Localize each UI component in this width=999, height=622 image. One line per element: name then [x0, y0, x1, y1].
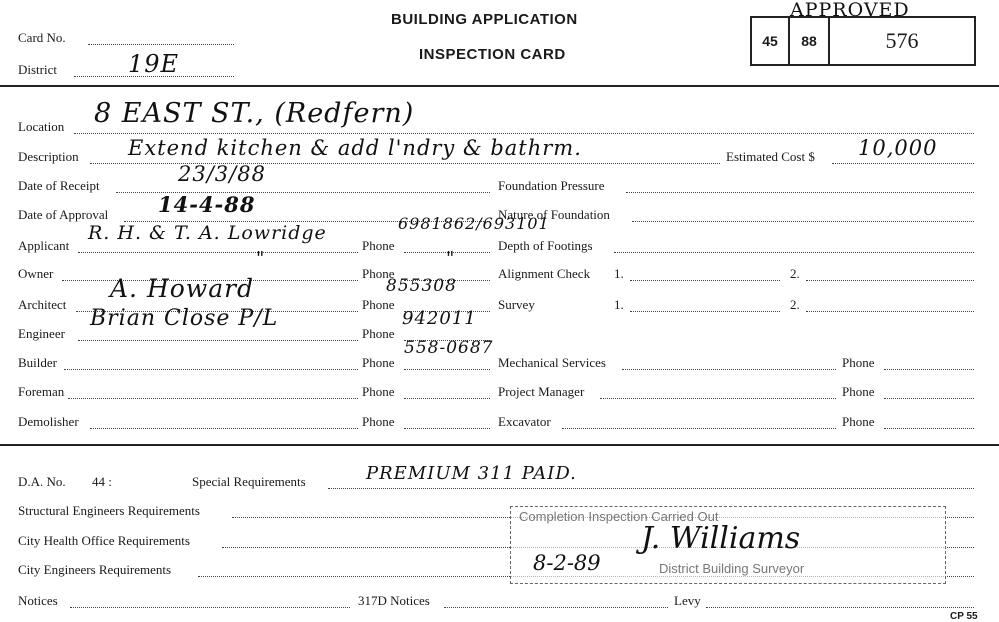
city-health-label: City Health Office Requirements [18, 533, 190, 548]
location-field[interactable] [74, 133, 974, 134]
date-approval-value: 14-4-88 [158, 192, 256, 217]
nature-foundation-field[interactable] [632, 221, 974, 222]
excavator-label: Excavator [498, 414, 551, 429]
date-approval-label: Date of Approval [18, 207, 109, 222]
district-value: 19E [128, 50, 180, 78]
builder-field[interactable] [64, 369, 358, 370]
stamp-bottom-text: District Building Surveyor [659, 561, 805, 576]
engineer-value: Brian Close P/L [90, 306, 279, 331]
project-manager-field[interactable] [600, 398, 836, 399]
date-receipt-value: 23/3/88 [178, 162, 266, 186]
stamp-date: 8-2-89 [533, 551, 601, 575]
architect-label: Architect [18, 297, 67, 312]
survey-1-label: 1. [614, 297, 624, 312]
notices-label: Notices [18, 593, 58, 608]
mechanical-phone-field[interactable] [884, 369, 974, 370]
foundation-pressure-label: Foundation Pressure [498, 178, 605, 193]
district-label: District [18, 62, 57, 77]
excavator-phone-field[interactable] [884, 428, 974, 429]
applicant-label: Applicant [18, 238, 70, 253]
alignment-1-label: 1. [614, 266, 624, 281]
architect-phone-label: Phone [362, 297, 395, 312]
main-divider [0, 444, 999, 446]
owner-phone-label: Phone [362, 266, 395, 281]
project-manager-phone-label: Phone [842, 384, 875, 399]
alignment-2-label: 2. [790, 266, 800, 281]
description-label: Description [18, 149, 79, 164]
alignment-1-field[interactable] [630, 280, 780, 281]
notices-field[interactable] [70, 607, 350, 608]
estimated-cost-field[interactable] [832, 163, 974, 164]
survey-2-field[interactable] [806, 311, 974, 312]
engineer-label: Engineer [18, 326, 65, 341]
structural-engineers-label: Structural Engineers Requirements [18, 503, 200, 518]
foreman-field[interactable] [68, 398, 358, 399]
da-no-value: 44 : [92, 474, 112, 489]
mechanical-services-label: Mechanical Services [498, 355, 606, 370]
mechanical-services-field[interactable] [622, 369, 836, 370]
nature-foundation-label: Nature of Foundation [498, 207, 610, 222]
survey-1-field[interactable] [630, 311, 780, 312]
demolisher-label: Demolisher [18, 414, 79, 429]
owner-ditto: " [256, 248, 266, 269]
architect-phone-value: 855308 [386, 276, 457, 296]
builder-phone-field[interactable] [404, 369, 490, 370]
survey-2-label: 2. [790, 297, 800, 312]
number-box-a: 45 [750, 16, 790, 66]
estimated-cost-label: Estimated Cost $ [726, 149, 815, 164]
applicant-phone-label: Phone [362, 238, 395, 253]
foundation-pressure-field[interactable] [626, 192, 974, 193]
engineer-phone-value: 942011 [402, 308, 477, 329]
number-box-card: 576 [828, 16, 976, 66]
depth-footings-field[interactable] [614, 252, 974, 253]
levy-field[interactable] [706, 607, 974, 608]
approved-stamp: APPROVED [790, 0, 910, 21]
form-code: CP 55 [950, 611, 978, 622]
alignment-check-label: Alignment Check [498, 266, 591, 281]
project-manager-phone-field[interactable] [884, 398, 974, 399]
card-no-field[interactable] [88, 44, 234, 45]
owner-phone-value: " [446, 248, 456, 269]
card-no-label: Card No. [18, 30, 66, 45]
special-requirements-value: PREMIUM 311 PAID. [366, 463, 577, 484]
builder-label: Builder [18, 355, 57, 370]
special-requirements-label: Special Requirements [192, 474, 306, 489]
applicant-phone-value: 6981862/693101 [398, 214, 550, 233]
title-line-1: BUILDING APPLICATION [391, 11, 578, 28]
engineer-field[interactable] [78, 340, 358, 341]
architect-value: A. Howard [110, 274, 255, 303]
builder-phone-value: 558-0687 [404, 338, 494, 358]
description-value: Extend kitchen & add l'ndry & bathrm. [128, 136, 582, 160]
header-divider [0, 85, 999, 87]
notices-317d-field[interactable] [444, 607, 668, 608]
city-engineers-label: City Engineers Requirements [18, 562, 172, 577]
applicant-field[interactable] [78, 252, 358, 253]
depth-footings-label: Depth of Footings [498, 238, 593, 253]
demolisher-field[interactable] [90, 428, 358, 429]
builder-phone-label: Phone [362, 355, 395, 370]
levy-label: Levy [674, 593, 701, 608]
date-receipt-label: Date of Receipt [18, 178, 100, 193]
demolisher-phone-label: Phone [362, 414, 395, 429]
survey-label: Survey [498, 297, 535, 312]
engineer-phone-label: Phone [362, 326, 395, 341]
foreman-phone-label: Phone [362, 384, 395, 399]
alignment-2-field[interactable] [806, 280, 974, 281]
special-requirements-field[interactable] [328, 488, 974, 489]
foreman-phone-field[interactable] [404, 398, 490, 399]
da-no-label: D.A. No. [18, 474, 66, 489]
stamp-signature: J. Williams [641, 521, 801, 556]
completion-stamp [510, 506, 946, 584]
estimated-cost-value: 10,000 [858, 136, 938, 160]
foreman-label: Foreman [18, 384, 65, 399]
demolisher-phone-field[interactable] [404, 428, 490, 429]
location-value: 8 EAST ST., (Redfern) [94, 98, 415, 129]
title-line-2: INSPECTION CARD [419, 46, 566, 63]
excavator-field[interactable] [562, 428, 836, 429]
applicant-value: R. H. & T. A. Lowridge [88, 222, 327, 244]
excavator-phone-label: Phone [842, 414, 875, 429]
number-box-b: 88 [788, 16, 830, 66]
mechanical-phone-label: Phone [842, 355, 875, 370]
owner-label: Owner [18, 266, 54, 281]
project-manager-label: Project Manager [498, 384, 585, 399]
stamp-top-text: Completion Inspection Carried Out [519, 509, 719, 524]
notices-317d-label: 317D Notices [358, 593, 430, 608]
location-label: Location [18, 119, 65, 134]
